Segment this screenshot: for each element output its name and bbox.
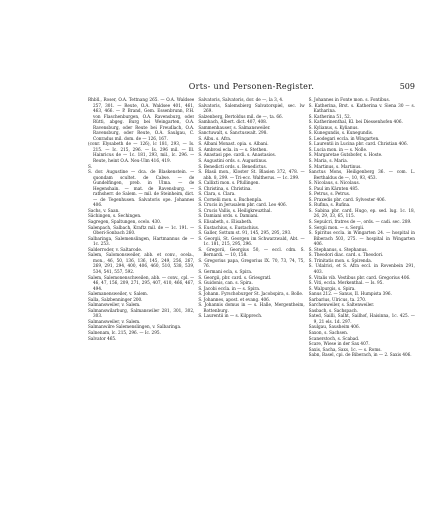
register-entry: S. Ambrosi ecla. in — s. Stethen. (198, 146, 268, 152)
register-entry: S. Nicolaus, s. Nicolaus. (308, 180, 360, 186)
register-entry: S. Vitalis vib. Vestibus pbr. card. Gregorius 406. (308, 274, 411, 280)
register-entry: S. Trinitatis mon. s. Spirenda. (308, 257, 373, 263)
register-entry: S. Laurentii in — s. Kilpprech. (198, 313, 263, 319)
register-entry: S. Petrus, s. Petrus. (308, 191, 351, 197)
register-entry: S. Georgii, St. Georgen im Schwarzwald, Abt. — 1c. 181, 215, 295, 296. (198, 235, 305, 247)
register-entry: S. Callixti mon. s. Pfullingen. (198, 180, 260, 186)
page-title: Orts- und Personen-Register. (188, 82, 315, 91)
register-entry: S. Katherina 51, 52. (308, 113, 352, 119)
register-entry: S. Christina, s. Christina. (198, 185, 252, 191)
register-entry: S. Rufina, s. Rufina. (308, 202, 351, 208)
register-entry: S. Martinus, s. Martinus. (308, 163, 362, 169)
register-entry: S. Sergii mon. — s. Sergii. (308, 224, 365, 230)
register-entry: S. Johannis domus in — s. Halle, Mergentheim, Rottenburg. (198, 302, 305, 313)
register-entry: Saxon, s. Sachsen. (308, 329, 349, 335)
register-entry: S. Theodori diac. card. s. Theodori. (308, 252, 384, 258)
page-number: 509 (399, 82, 415, 91)
register-entry: S. Gregorii, Georgius 50, — eccl. cdm. S. Bernardi. — 10, 158. (198, 246, 305, 258)
register-entry: S. Albani Monast. opia. s. Albani. (198, 141, 269, 147)
register-entry: Salla, Salzbenninger 200. (88, 296, 143, 302)
register-entry: Salzenberg, Bertoldus mil. de —, ta. 66. (198, 113, 284, 119)
register-columns (88, 97, 415, 475)
register-entry: Salmanswilarburg, Salmanswiler 281, 301, 302, 303. (88, 307, 195, 319)
register-column-1 (88, 97, 194, 475)
register-entry: Sasbach, s. Sachspach. (308, 307, 358, 313)
register-entry: Sarchenweiler, s. Saltenweiler. (308, 302, 375, 308)
register-entry: S. Johann. Fyrschoburger St. Jacobspira, s. Bolle. (198, 291, 304, 297)
register-entry: Sammenhauser, s. Salmansweiler. (198, 124, 271, 130)
register-entry: Salvator 465. (88, 335, 117, 341)
register-entry: Sachs, v. Saan. (88, 207, 120, 213)
register-entry: Scanerstoch, s. Scabad. (308, 335, 360, 341)
register-entry: S. Georgii, pbr. card. s. Griesgratl. (198, 274, 272, 280)
register-entry: Sated, Sailli, Salht, Sailhof, Haisinna, 1c. 425. — 9, 21 els. 1d. 297. (308, 313, 415, 324)
register-entry: S. Walpurgis, s. Spira. (308, 285, 356, 291)
register-entry: Salenpach, Salbach, Kraftz mil. de — 1c. 191. — Oberi-Sonbach 260. (88, 224, 195, 236)
register-entry: Salbaringa, Salemenslingen, Hartmannus de — 1c. 253. (88, 235, 195, 247)
register-entry: S. Sabina pbr. card. Hugo, ep. sed. lug. 1c. 18, 26, 29, 33, 65, 115. (308, 207, 415, 219)
register-entry: S. Leodegari eccla. in Wingarten. (308, 135, 380, 141)
register-entry: S. Cornelii mon. s. Buchenpla. (198, 196, 263, 202)
register-column-2 (198, 97, 304, 475)
register-entry: Sagregen, Spaltungen, ocelo. 430. (88, 219, 162, 225)
register-entry: S. (88, 163, 93, 169)
register-entry: Salmansweiler, v. Salem. (88, 302, 141, 308)
register-entry: S. Paul im Kärnten 485. (308, 185, 360, 191)
register-entry: S. Spiritus eccla. in Wingarten 24. — hospital in Biberach 503, 275. — hospital in Wingarten 406. (308, 230, 415, 247)
register-entry: Sarbarius, Ulricus, ta. 270. (308, 296, 367, 302)
register-entry: Rhbll., Roser, O.A. Tettnang 265. — O.A. Waldsee 257, 301. — Reute, O.A. Waldsee 401, 461, 463, 466. — P. Brand, Gem. Essenbrunn, P.H. von Flaschenburgen, O.A. Ravensburg, oder Rütti, abgeg. Burg bei Weingarten, O.A. Ravensburg, oder Reute bei Freudlach, O.A. Ravensburg, oder Reute, O.A. Saulgau, C. Conradus mil. dom. de — 126, 167. (88, 97, 195, 141)
register-entry: S. dor. Augustine — dca. de Blaskenstein. — quondam scultet. de Calwe. — de Gundelfingen, preb. in Ulma. — de Hegenshain. — mat. de Ravensburg. — rathsherr. de Salem. — mil. de Steinheim, dict. — de Tegenhusen. Salvatoris ope. Johannes 406. (88, 169, 195, 208)
register-entry: S. Benedicti ords. s. Benedictus. (198, 163, 267, 169)
register-entry: S. Albu. s. Afra. (198, 135, 232, 141)
register-entry: S. Jacobi eccla. in — s. Spira. (198, 285, 261, 291)
register-entry: S. Kylianus, s. Kylianus. (308, 124, 359, 130)
register-entry: S. Praxedis pbr. card. Sylvester 406. (308, 196, 386, 202)
register-entry: S. Katherina, Brst. s. Katherina v. Siena 30 — s. Katharina. (308, 102, 415, 114)
register-entry: S. Sepulcri, fratres de —, ords. — cadi. sec. 289. (308, 219, 412, 225)
register-entry: S. Katherinenthal, Kl. bei Diessenhofen 406. (308, 119, 403, 125)
register-entry: Sabn, Basel, cpi. de Biberach, in — 2. Saxis 406. (308, 352, 412, 358)
register-entry: Salmanwilre Salemenslingen, v. Salbaringa. (88, 324, 182, 330)
register-entry: Salmansweiler, v. Salem. (88, 318, 141, 324)
register-entry: S. Johannes in Fonte mon. s. Fontibus. (308, 97, 390, 102)
page-header (88, 82, 415, 94)
register-entry: Salemanensweiler, v. Salem. (88, 291, 149, 297)
register-entry: S. Guidonis, can. s. Spira. (198, 280, 253, 286)
register-entry: Salem, Salomonsweiler, abb. et conv., ocela., mon., 46, 50, 136, 136, 145, 249, 256, 267, 269, 291, 294, 400, 406, 460, 510, 538, 539, 534, 541, 557, 592. (88, 252, 195, 274)
register-entry: S. Laurentii in Lucina pbr. card. Christian 406. (308, 141, 408, 147)
register-entry: Sanus 212. — Sanus, II. Humpista 396. (308, 291, 392, 297)
register-entry: Salvatoris, Salemsbierg Salvatorspiel, sec. lw 269. (198, 102, 305, 114)
register-entry: S. Crucis in Jerusalem pbr. card. Leo 406. (198, 202, 287, 208)
register-entry: Sambach, Albert. dict. 407, 408. (198, 119, 268, 125)
register-entry: Salem, Salemonenschweilen, abb. — conv., cpl. — 46, 47, 156, 209, 271, 295, 407, 410, 466, 467, 494. (88, 274, 195, 291)
register-entry: Salderroder, v. Saltarode. (88, 246, 143, 252)
register-entry: Saulgau, Sausheim 406. (308, 324, 360, 330)
register-entry: Scare, Wiese in der Sax 407. (308, 341, 370, 347)
register-entry: Sächingen, s. Sechingen. (88, 213, 142, 219)
register-entry: S. Anastasi ppe. cardi. s. Anastasios. (198, 152, 276, 158)
register-entry: S. Damiani ords. s. Damiani. (198, 213, 259, 219)
register-entry: S. Viti, eccla. Merkenthal. — Is. 95. (308, 280, 384, 286)
register-entry: S. Clara, s. Clara. (198, 191, 236, 197)
register-entry: S. Crucis Vallis, s. Heiligkreuzthal. (198, 207, 272, 213)
register-entry: Sanctus Mons, Heiligenberg 36. — com. L. Berthaldus de —, 10, 93, 453. (308, 169, 415, 180)
register-column-3 (309, 97, 415, 475)
register-entry: S. Galler, Sottum st. 91, 145, 295, 295, 293. (198, 230, 292, 236)
register-entry: S. Elisabeth, s. Elisabeth. (198, 219, 253, 225)
register-entry: S. Stephanus, s. Stephanus. (308, 246, 368, 252)
register-entry: S. Udalrici, et S. Afra eccl. in Rovenbein 291, 403. (308, 263, 415, 274)
register-entry: S. Lucia mon. in — s. Nolle. (308, 146, 368, 152)
register-entry: S. Augustini ords. s. Augustinus. (198, 158, 268, 164)
register-entry: S. Margaretae Gutsbofer, s. Hoste. (308, 152, 383, 158)
register-entry: S. Eustachius, s. Eustachius. (198, 224, 260, 230)
register-entry: (conr. Elysabeth de — 126), lc 181, 293, — Is. 215. — Ic. 215, 296. — Is. 296 mil. — Ill. Hainricus de — 1c. 181, 293, mil., lc. 296. — Reute, heint O.A. Neu-Ulm 416, 419. (88, 141, 195, 164)
register-entry: Sanctuwalt, s. Sanctuswalt. 298. (198, 130, 268, 136)
register-entry: Salnenam, lc. 215, 296. — Ic. 295. (88, 329, 161, 335)
register-entry: S. Blasii mon., Kloster St. Blasien 372, 478. — abb. 8, 299. — Tri-ecc. Waltherus. — 1c. 299. (198, 169, 305, 180)
register-entry: Saxis, Sacha, Saxs, 1c. — s. Roms. (308, 346, 382, 352)
register-entry: S. Gregorius papa, Gregorius IX. 70, 73, 74, 75, 76. (198, 257, 305, 269)
register-entry: S. Kunegundis, s. Kunegundis. (308, 130, 374, 136)
register-entry: S. Germani ecla, s. Spira. (198, 268, 253, 274)
register-entry: Salvatoris, Salvatoris, dor. de —, la 3, 4. (198, 97, 284, 102)
register-entry: S. Maria, s. Maria. (308, 158, 349, 164)
register-entry: S. Johannes, apost. et evang. 406. (198, 296, 271, 302)
